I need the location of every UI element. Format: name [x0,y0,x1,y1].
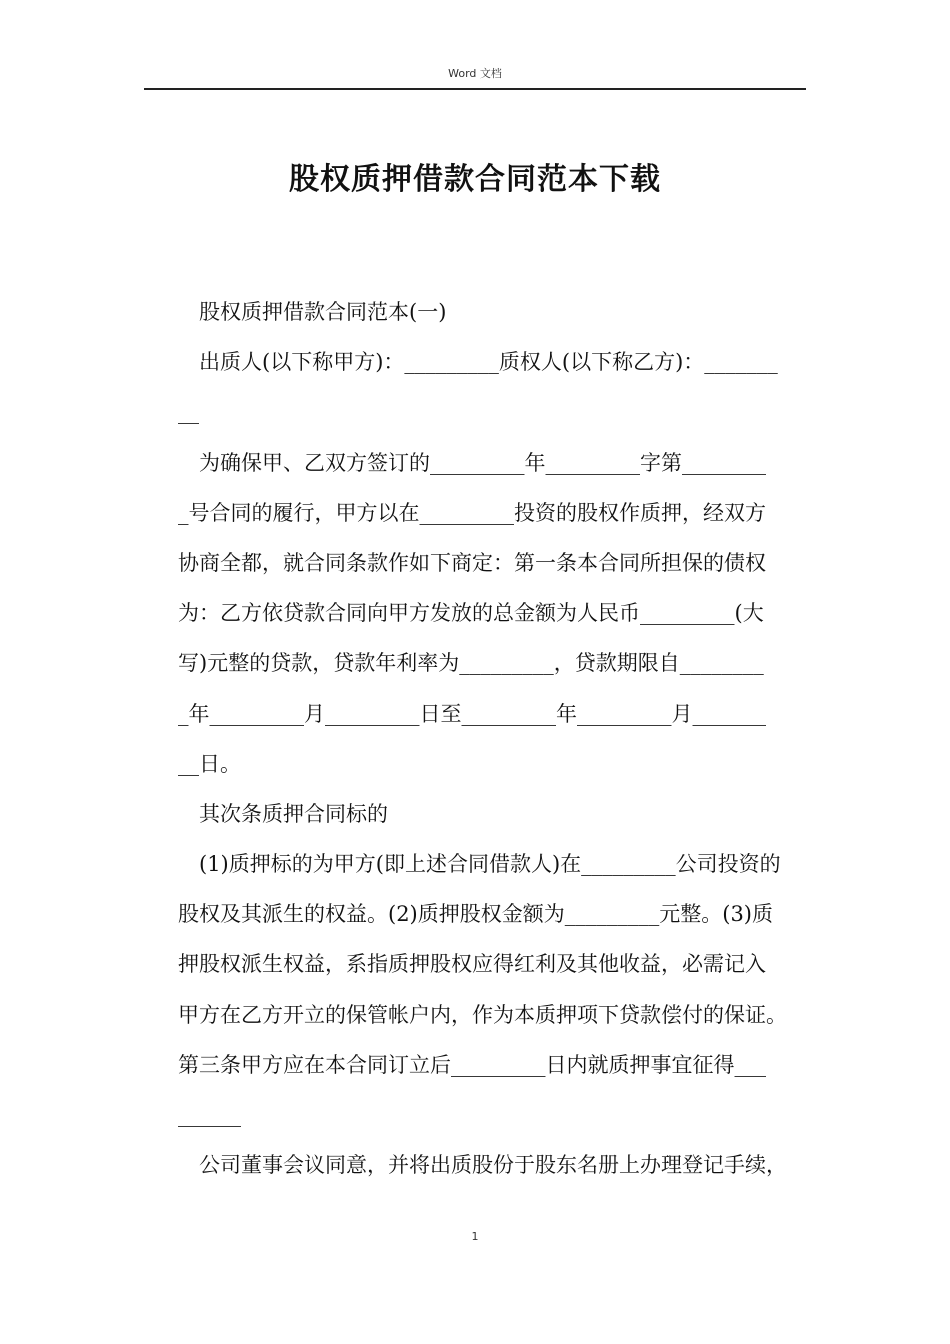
page-number: 1 [471,1230,479,1243]
paragraph-line: (1)质押标的为甲方(即上述合同借款人)在_________公司投资的 [199,852,781,877]
paragraph-line: 为确保甲、乙双方签订的_________年_________字第________ [199,450,766,475]
paragraph-line: _号合同的履行，甲方以在_________投资的股权作质押，经双方 [178,500,766,525]
paragraph-line: 公司董事会议同意，并将出质股份于股东名册上办理登记手续， [199,1153,787,1178]
paragraph-line: 押股权派生权益，系指质押股权应得红利及其他收益，必需记入 [178,952,766,977]
paragraph-line: 出质人(以下称甲方)：_________质权人(以下称乙方)：_______ [199,350,778,375]
paragraph-line: 协商全都，就合同条款作如下商定：第一条本合同所担保的债权 [178,550,766,575]
paragraph-line: __日。 [178,751,241,776]
document-title: 股权质押借款合同范本下载 [289,162,661,197]
paragraph-line: __ [178,400,199,425]
document-body [178,287,808,1190]
paragraph-line: 甲方在乙方开立的保管帐户内，作为本质押项下贷款偿付的保证。 [178,1002,787,1027]
paragraph-line: 写)元整的贷款，贷款年利率为_________，贷款期限自________ [178,651,764,676]
paragraph-line: _年_________月_________日至_________年_________月_______ [178,701,766,726]
page-header: Word 文档 [144,66,806,90]
paragraph-line: 股权质押借款合同范本(一) [199,300,447,324]
paragraph-line: 为：乙方依贷款合同向甲方发放的总金额为人民币_________(大 [178,601,764,626]
paragraph-line: 第三条甲方应在本合同订立后_________日内就质押事宜征得___ [178,1052,766,1077]
paragraph-line: 股权及其派生的权益。(2)质押股权金额为_________元整。(3)质 [178,902,773,927]
paragraph-line: ______ [178,1103,241,1127]
paragraph-line: 其次条质押合同标的 [199,801,388,826]
